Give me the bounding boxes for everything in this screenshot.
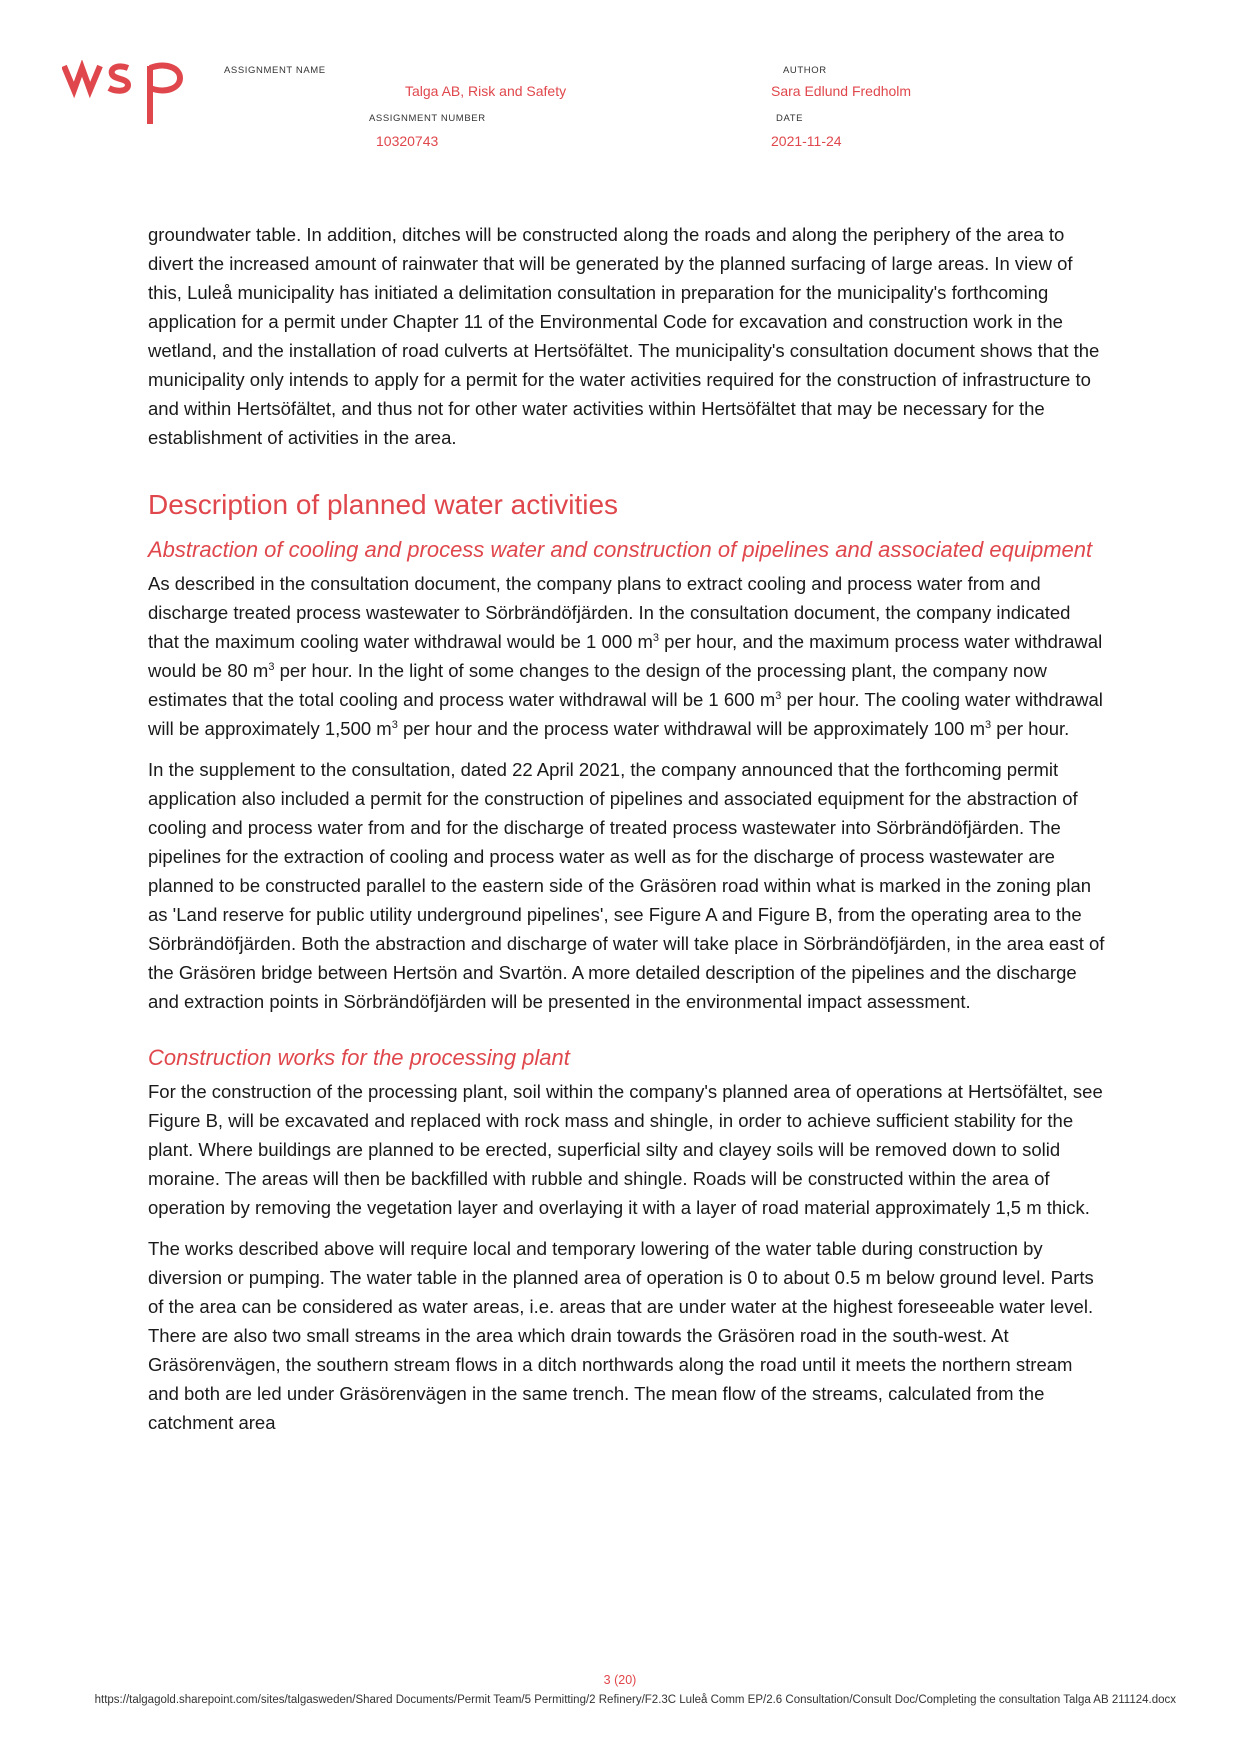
section-heading: Description of planned water activities bbox=[148, 489, 619, 520]
document-body bbox=[148, 220, 1106, 1449]
author-name: Sara Edlund Fredholm bbox=[771, 83, 912, 99]
construction-paragraph-1: For the construction of the processing plant, soil within the company's planned area of operations at Hertsöfältet, see Figure B, will be excavated and replaced with rock mass and shingle, in order to achieve sufficient stability for the plant. Where buildings are planned to be erected, superficial silty and clayey soils will be removed down to solid moraine. The areas will then be backfilled with rubble and shingle. Roads will be constructed within the area of operation by removing the vegetation layer and overlaying it with a layer of road material approximately 1,5 m thick. bbox=[148, 1081, 1103, 1218]
abstraction-paragraph-1: As described in the consultation document, the company plans to extract cooling and process water from and discharge treated process wastewater to Sörbrändöfjärden. In the consultation document, the company indicated that the maximum cooling water withdrawal would be 1 000 $m^3$ per hour, and the maximum process water withdrawal would be 80 $m^3$ per hour. In the light of some changes to the design of the processing plant, the company now estimates that the total cooling and process water withdrawal will be 1 600 $m^3$ per hour. The cooling water withdrawal will be approximately 1,500 $m^3$ per hour and the process water withdrawal will be approximately 100 $m^3$ per hour. bbox=[148, 573, 1103, 739]
subsection-heading-construction: Construction works for the processing plant bbox=[148, 1045, 570, 1070]
assignment-name: Talga AB, Risk and Safety bbox=[405, 83, 567, 99]
abstraction-paragraph-2: In the supplement to the consultation, dated 22 April 2021, the company announced that the forthcoming permit application also included a permit for the construction of pipelines and associated equipment for the abstraction of cooling and process water from and for the discharge of treated process wastewater into Sörbrändöfjärden. The pipelines for the extraction of cooling and process water as well as for the discharge of process wastewater are planned to be constructed parallel to the eastern side of the Gräsören road within what is marked in the zoning plan as 'Land reserve for public utility underground pipelines', see Figure A and Figure B, from the operating area to the Sörbrändöfjärden. Both the abstraction and discharge of water will take place in Sörbrändöfjärden, in the area east of the Gräsören bridge between Hertsön and Svartön. A more detailed description of the pipelines and the discharge and extraction points in Sörbrändöfjärden will be presented in the environmental impact assessment. bbox=[148, 759, 1105, 1012]
document-date: 2021-11-24 bbox=[771, 133, 842, 149]
assignment-name-label: ASSIGNMENT NAME bbox=[224, 65, 326, 76]
assignment-number-label: ASSIGNMENT NUMBER bbox=[369, 113, 486, 124]
date-label: DATE bbox=[776, 113, 804, 124]
intro-paragraph: groundwater table. In addition, ditches will be constructed along the roads and along the periphery of the area to divert the increased amount of rainwater that will be generated by the planned surfacing of large areas. In view of this, Luleå municipality has initiated a delimitation consultation in preparation for the municipality's forthcoming application for a permit under Chapter 11 of the Environmental Code for excavation and construction work in the wetland, and the installation of road culverts at Hertsöfältet. The municipality's consultation document shows that the municipality only intends to apply for a permit for the water activities required for the construction of infrastructure to and within Hertsöfältet, and thus not for other water activities within Hertsöfältet that may be necessary for the establishment of activities in the area. bbox=[148, 224, 1100, 448]
construction-paragraph-2: The works described above will require local and temporary lowering of the water table during construction by diversion or pumping. The water table in the planned area of operation is 0 to about 0.5 m below ground level. Parts of the area can be considered as water areas, i.e. areas that are under water at the highest foreseeable water level. There are also two small streams in the area which drain towards the Gräsören road in the south-west. At Gräsörenvägen, the southern stream flows in a ditch northwards along the road until it meets the northern stream and both are led under Gräsörenvägen in the same trench. The mean flow of the streams, calculated from the catchment area bbox=[148, 1238, 1094, 1433]
footer-document-path: https://talgagold.sharepoint.com/sites/talgasweden/Shared Documents/Permit Team/5 Permitting/2 Refinery/F2.3C Luleå Comm EP/2.6 Consultation/Consult Doc/Completing the consultation Talga AB 211124.docx bbox=[94, 1694, 1176, 1706]
subsection-heading-abstraction: Abstraction of cooling and process water and construction of pipelines and associated equipment bbox=[148, 537, 1093, 562]
wsp-logo bbox=[62, 60, 204, 132]
page-number: 3 (20) bbox=[603, 1673, 637, 1687]
assignment-number: 10320743 bbox=[376, 133, 439, 149]
author-label: AUTHOR bbox=[783, 65, 827, 76]
